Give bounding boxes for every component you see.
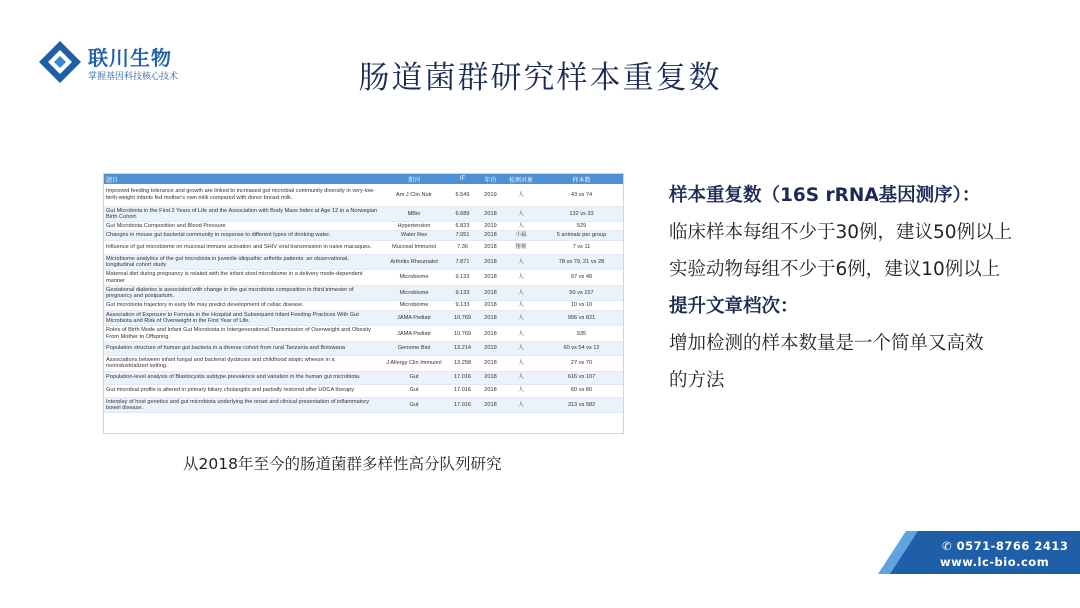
sample-size-cell: 50 vs 157: [538, 285, 624, 301]
year-cell: 2019: [477, 184, 504, 206]
table-row: [104, 397, 624, 413]
impact-factor-cell: 7.36: [448, 240, 477, 254]
year-cell: 2018: [477, 240, 504, 254]
title-cell: Population structure of human gut bacteria in a diverse cohort from rural Tanzania and Botswana: [104, 341, 380, 355]
subject-cell: 人: [504, 384, 538, 397]
journal-cell: Am J Clin Nutr: [380, 184, 448, 206]
animal-sample-point: 实验动物每组不少于6例，建议10例以上: [669, 259, 1001, 280]
sample-size-cell: 996 vs 821: [538, 310, 624, 326]
brand-name: 联川生物: [88, 46, 172, 70]
table-caption: 从2018年至今的肠道菌群多样性高分队列研究: [183, 455, 502, 473]
sample-size-cell: 97 vs 48: [538, 270, 624, 286]
table-row: [104, 326, 624, 342]
title-cell: Roles of Birth Mode and Infant Gut Microbiota in Intergenerational Transmission of Overweight and Obesity From Mother to Offspring.: [104, 326, 380, 342]
journal-cell: J Allergy Clin Immunol: [380, 355, 448, 371]
sample-size-cell: 60 vs 54 vs 12: [538, 341, 624, 355]
subject-cell: 人: [504, 301, 538, 310]
study-table: [103, 173, 624, 434]
year-cell: 2018: [477, 310, 504, 326]
year-cell: 2018: [477, 397, 504, 413]
column-header: 题目: [104, 174, 380, 184]
title-cell: Improved feeding tolerance and growth are linked to increased gut microbial community diversity in very-low-birth-weight infants fed mother's own milk compared with donor breast milk.: [104, 184, 380, 206]
impact-factor-cell: 6.549: [448, 184, 477, 206]
subject-cell: 人: [504, 397, 538, 413]
subject-cell: 人: [504, 341, 538, 355]
journal-cell: JAMA Pediatr: [380, 326, 448, 342]
method-point-line-2: 的方法: [669, 370, 725, 391]
contact-footer: [878, 531, 1080, 574]
column-header: 期刊: [380, 174, 448, 184]
subject-cell: 人: [504, 184, 538, 206]
year-cell: 2018: [477, 231, 504, 240]
table-row: [104, 371, 624, 384]
table-row: [104, 254, 624, 270]
sample-size-cell: 529: [538, 222, 624, 231]
table-row: [104, 310, 624, 326]
sample-size-cell: 7 vs 11: [538, 240, 624, 254]
table-row: [104, 341, 624, 355]
column-header: 检测对象: [504, 174, 538, 184]
impact-factor-cell: 9.133: [448, 301, 477, 310]
title-cell: Gestational diabetes is associated with change in the gut microbiota composition in third trimester of pregnancy and postpartum.: [104, 285, 380, 301]
table-row: [104, 231, 624, 240]
year-cell: 2018: [477, 301, 504, 310]
impact-factor-cell: 10.769: [448, 310, 477, 326]
impact-factor-cell: 9.133: [448, 285, 477, 301]
table-row: [104, 206, 624, 222]
title-cell: Influence of gut microbiome on mucosal immune activation and SHIV viral transmission in naive macaques.: [104, 240, 380, 254]
year-cell: 2018: [477, 254, 504, 270]
year-cell: 2019: [477, 341, 504, 355]
sample-size-cell: 43 vs 74: [538, 184, 624, 206]
subject-cell: 人: [504, 206, 538, 222]
key-points: [669, 186, 1069, 408]
sample-size-cell: 5 animals per group: [538, 231, 624, 240]
sample-size-cell: 78 vs 79, 21 vs 28: [538, 254, 624, 270]
impact-factor-cell: 6.689: [448, 206, 477, 222]
journal-cell: JAMA Pediatr: [380, 310, 448, 326]
year-cell: 2018: [477, 355, 504, 371]
impact-factor-cell: 7.051: [448, 231, 477, 240]
impact-factor-cell: 17.016: [448, 397, 477, 413]
journal-cell: Gut: [380, 371, 448, 384]
title-cell: Interplay of host genetics and gut microbiota underlying the onset and clinical presentation of inflammatory bowel disease.: [104, 397, 380, 413]
year-cell: 2018: [477, 326, 504, 342]
year-cell: 2018: [477, 206, 504, 222]
sample-size-cell: 27 vs 70: [538, 355, 624, 371]
year-cell: 2018: [477, 371, 504, 384]
impact-factor-cell: 6.823: [448, 222, 477, 231]
journal-cell: Microbiome: [380, 270, 448, 286]
impact-factor-cell: 17.016: [448, 371, 477, 384]
journal-cell: MBio: [380, 206, 448, 222]
page-title: 肠道菌群研究样本重复数: [358, 60, 722, 96]
title-cell: Gut Microbiota in the First 2 Years of Life and the Association with Body Mass Index at Age 12 in a Norwegian Birth Cohort.: [104, 206, 380, 222]
table-header-row: [104, 174, 624, 184]
table-row: [104, 184, 624, 206]
title-cell: Microbiome analytics of the gut microbiota in juvenile idiopathic arthritis patients: an observational, longitudinal cohort study: [104, 254, 380, 270]
impact-factor-cell: 9.133: [448, 270, 477, 286]
title-cell: Maternal diet during pregnancy is related with the infant stool microbiome in a delivery mode-dependent manner: [104, 270, 380, 286]
subject-cell: 小鼠: [504, 231, 538, 240]
sample-size-cell: 935: [538, 326, 624, 342]
brand-tagline: 掌握基因科技核心技术: [88, 72, 179, 82]
subject-cell: 人: [504, 270, 538, 286]
subject-cell: 人: [504, 326, 538, 342]
journal-cell: Water Res: [380, 231, 448, 240]
sample-size-cell: 616 vs 107: [538, 371, 624, 384]
title-cell: Association of Exposure to Formula in the Hospital and Subsequent Infant Feeding Practices With Gut Microbiota and Risk of Overweight in the First Year of Life.: [104, 310, 380, 326]
impact-factor-cell: 7.871: [448, 254, 477, 270]
impact-factor-cell: 10.769: [448, 326, 477, 342]
subject-cell: 人: [504, 310, 538, 326]
journal-cell: Gut: [380, 384, 448, 397]
table-row: [104, 285, 624, 301]
journal-cell: Genome Biol: [380, 341, 448, 355]
column-header: 年份: [477, 174, 504, 184]
subject-cell: 猕猴: [504, 240, 538, 254]
title-cell: Gut Microbiota Composition and Blood Pressure: [104, 222, 380, 231]
table-row: [104, 355, 624, 371]
journal-cell: Microbiome: [380, 285, 448, 301]
impact-factor-cell: 13.258: [448, 355, 477, 371]
subject-cell: 人: [504, 355, 538, 371]
sample-size-cell: 10 vs 10: [538, 301, 624, 310]
subject-cell: 人: [504, 371, 538, 384]
clinical-sample-point: 临床样本每组不少于30例，建议50例以上: [669, 222, 1013, 243]
column-header: 样本数: [538, 174, 624, 184]
journal-cell: Microbiome: [380, 301, 448, 310]
sample-size-cell: 132 vs 33: [538, 206, 624, 222]
table-row: [104, 270, 624, 286]
year-cell: 2018: [477, 285, 504, 301]
year-cell: 2018: [477, 270, 504, 286]
title-cell: Gut microbial profile is altered in primary biliary cholangitis and partially restored after UDCA therapy: [104, 384, 380, 397]
journal-cell: Arthritis Rheumatol: [380, 254, 448, 270]
title-cell: Population-level analysis of Blastocystis subtype prevalence and variation in the human gut microbiota.: [104, 371, 380, 384]
sample-size-heading: 样本重复数（16S rRNA基因测序）：: [669, 185, 981, 206]
table-row: [104, 240, 624, 254]
website-link[interactable]: www.lc-bio.com: [940, 555, 1050, 569]
sample-size-cell: 313 vs 582: [538, 397, 624, 413]
paper-level-heading: 提升文章档次：: [669, 296, 799, 317]
title-cell: Gut microbiota trajectory in early life may predict development of celiac disease.: [104, 301, 380, 310]
table-row: [104, 384, 624, 397]
journal-cell: Mucosal Immunol: [380, 240, 448, 254]
impact-factor-cell: 17.016: [448, 384, 477, 397]
subject-cell: 人: [504, 254, 538, 270]
subject-cell: 人: [504, 285, 538, 301]
column-header: IF: [448, 174, 477, 184]
journal-cell: Hypertension: [380, 222, 448, 231]
impact-factor-cell: 13.214: [448, 341, 477, 355]
title-cell: Changes in mouse gut bacterial community in response to different types of drinking water.: [104, 231, 380, 240]
sample-size-cell: 60 vs 80: [538, 384, 624, 397]
journal-cell: Gut: [380, 397, 448, 413]
table-row: [104, 301, 624, 310]
phone-number: ✆ 0571-8766 2413: [942, 539, 1069, 553]
method-point-line-1: 增加检测的样本数量是一个简单又高效: [669, 333, 984, 354]
table-row: [104, 222, 624, 231]
year-cell: 2018: [477, 384, 504, 397]
year-cell: 2019: [477, 222, 504, 231]
subject-cell: 人: [504, 222, 538, 231]
title-cell: Associations between infant fungal and bacterial dysbiosis and childhood atopic wheeze in a nonindustrialized setting.: [104, 355, 380, 371]
